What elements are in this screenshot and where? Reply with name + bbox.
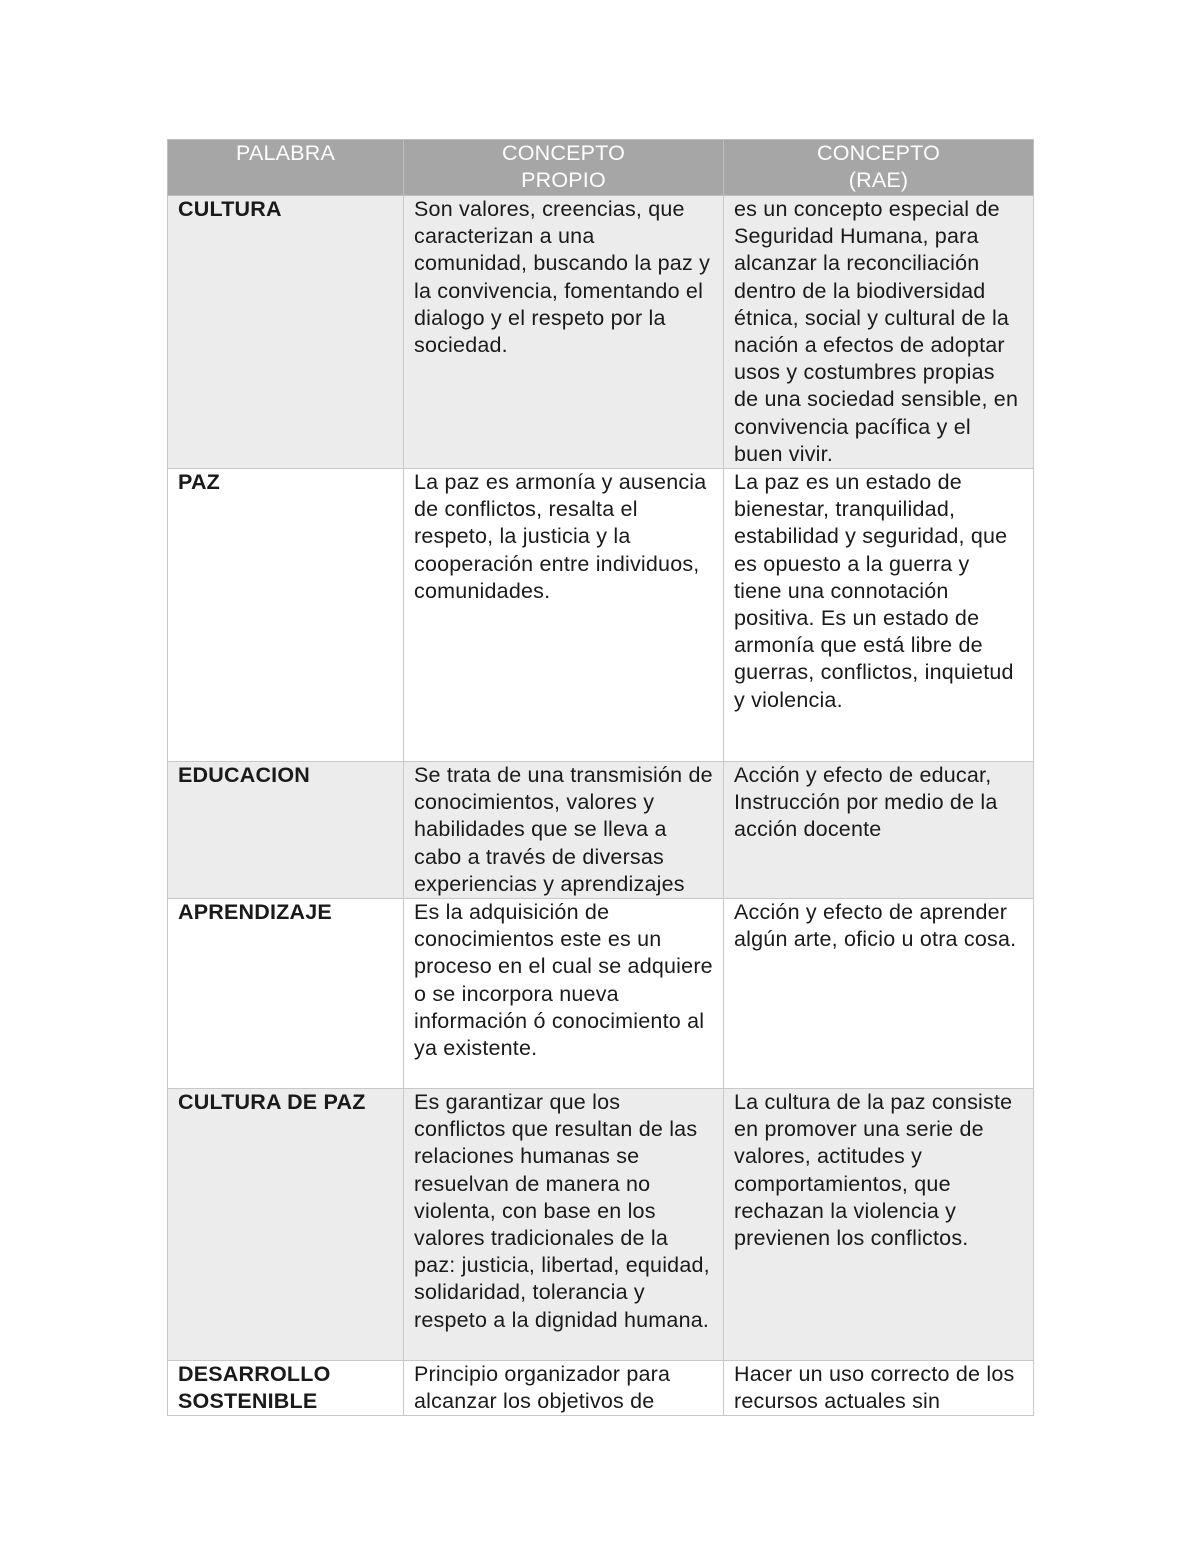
- propio-cell: La paz es armonía y ausencia de conflictos, resalta el respeto, la justicia y la cooperación entre individuos, comunidades.: [404, 469, 724, 762]
- word-cell: CULTURA DE PAZ: [168, 1089, 404, 1361]
- concept-table: [167, 139, 1034, 1416]
- rae-cell: Acción y efecto de aprender algún arte, oficio u otra cosa.: [724, 899, 1034, 1089]
- table-row: [168, 1361, 1034, 1416]
- propio-cell: Es garantizar que los conflictos que resultan de las relaciones humanas se resuelvan de manera no violenta, con base en los valores tradicionales de la paz: justicia, libertad, equidad, solidaridad, tolerancia y respeto a la dignidad humana.: [404, 1089, 724, 1361]
- propio-cell: Se trata de una transmisión de conocimientos, valores y habilidades que se lleva a cabo a través de diversas experiencias y aprendizajes: [404, 762, 724, 899]
- word-cell: DESARROLLO SOSTENIBLE: [168, 1361, 404, 1416]
- rae-cell: La cultura de la paz consiste en promover una serie de valores, actitudes y comportamientos, que rechazan la violencia y previenen los conflictos.: [724, 1089, 1034, 1361]
- rae-cell: Acción y efecto de educar, Instrucción por medio de la acción docente: [724, 762, 1034, 899]
- table-row: [168, 469, 1034, 762]
- header-palabra: PALABRA: [168, 140, 404, 196]
- table-row: [168, 196, 1034, 469]
- word-cell: EDUCACION: [168, 762, 404, 899]
- propio-cell: Es la adquisición de conocimientos este es un proceso en el cual se adquiere o se incorpora nueva información ó conocimiento al ya existente.: [404, 899, 724, 1089]
- rae-cell: La paz es un estado de bienestar, tranquilidad, estabilidad y seguridad, que es opuesto a la guerra y tiene una connotación positiva. Es un estado de armonía que está libre de guerras, conflictos, inquietud y violencia.: [724, 469, 1034, 762]
- table-row: [168, 762, 1034, 899]
- rae-cell: Hacer un uso correcto de los recursos actuales sin: [724, 1361, 1034, 1416]
- table-header-row: [168, 140, 1034, 196]
- propio-cell: Son valores, creencias, que caracterizan a una comunidad, buscando la paz y la convivencia, fomentando el dialogo y el respeto por la sociedad.: [404, 196, 724, 469]
- propio-cell: Principio organizador para alcanzar los objetivos de: [404, 1361, 724, 1416]
- table-row: [168, 1089, 1034, 1361]
- header-concepto-propio: CONCEPTO PROPIO: [404, 140, 724, 196]
- word-cell: CULTURA: [168, 196, 404, 469]
- header-concepto-rae: CONCEPTO (RAE): [724, 140, 1034, 196]
- word-cell: PAZ: [168, 469, 404, 762]
- word-cell: APRENDIZAJE: [168, 899, 404, 1089]
- table-row: [168, 899, 1034, 1089]
- rae-cell: es un concepto especial de Seguridad Humana, para alcanzar la reconciliación dentro de la biodiversidad étnica, social y cultural de la nación a efectos de adoptar usos y costumbres propias de una sociedad sensible, en convivencia pacífica y el buen vivir.: [724, 196, 1034, 469]
